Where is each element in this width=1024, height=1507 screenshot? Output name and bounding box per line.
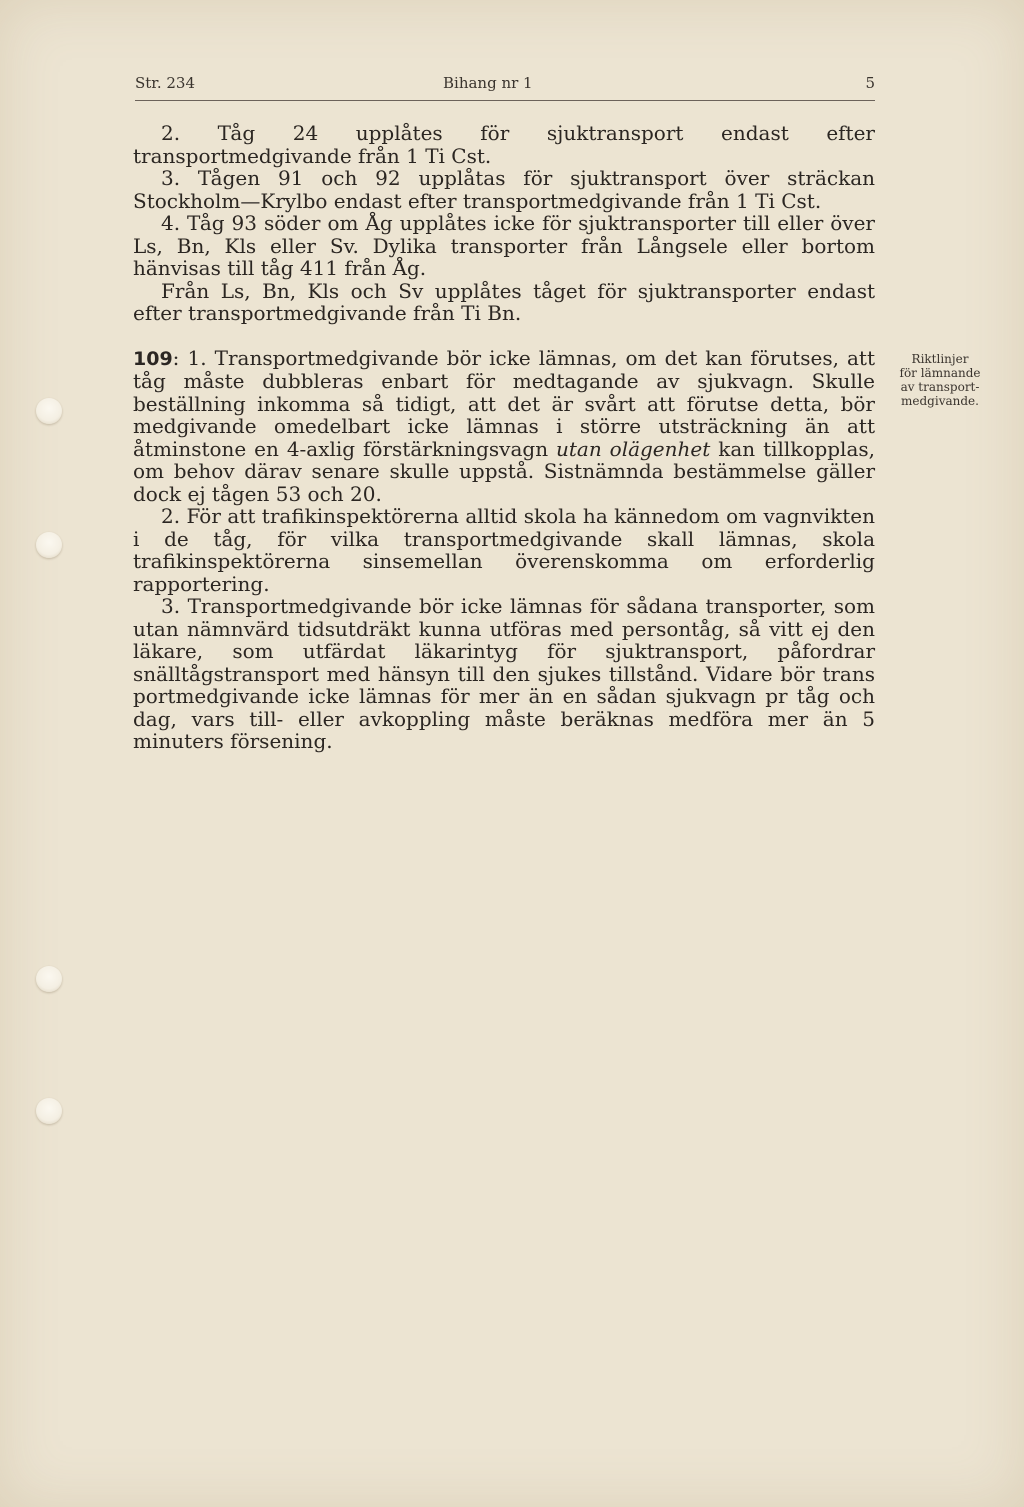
section-item-1-text-b: kan tillkopplas, om behov därav senare skulle uppstå. Sistnämnda bestämmelse gäller dock ej tågen 53 och 20. [133,436,876,506]
punch-hole [36,1098,62,1124]
punch-hole [36,398,62,424]
punch-hole [36,532,62,558]
paragraph-from-ls: Från Ls, Bn, Kls och Sv upplåtes tåget för sjuktransporter endast efter transportmedgivande från Ti Bn. [133,278,875,325]
margin-note [885,352,995,408]
paragraph-tag-91-92: 3. Tågen 91 och 92 upplåtas för sjuktransport över sträckan Stockholm—Krylbo endast efter transportmedgivande från 1 Ti Cst. [133,166,875,213]
margin-note-line: medgivande. [901,394,979,408]
section-109-item-1: 109: 1. Transportmedgivande bör icke lämnas, om det kan förutses, att tåg måste dubbleras enbart för medtagande av sjukvagn. Skulle beställning inkomma så tidigt, att det är svårt att förutse detta, bör medgivande omedelbart icke lämnas i större utsträckning än att åtminstone en 4-axlig förstärkningsvagn utan olägenhet kan tillkopplas, om behov därav senare skulle uppstå. Sistnämnda bestämmelse gäller dock ej tågen 53 och 20. [133,345,876,506]
paragraph-tag-24: 2. Tåg 24 upplåtes för sjuktransport endast efter transportmedgivande från 1 Ti Cst. [133,121,875,168]
margin-note-line: av transport- [900,380,980,394]
header-divider [135,100,875,101]
paragraph-tag-93: 4. Tåg 93 söder om Åg upplåtes icke för sjuktransporter till eller över Ls, Bn, Kls eller Sv. Dylika transporter från Långsele eller bortom hänvisas till tåg 411 från Åg. [133,211,875,280]
margin-note-line: Riktlinjer [911,352,969,366]
header-title: Bihang nr 1 [443,74,533,92]
page-number: 5 [865,74,875,92]
section-number: 109 [133,347,173,370]
punch-hole [36,966,62,992]
section-109-item-2: 2. För att trafikinspektörerna alltid skola ha kännedom om vagnvikten i de tåg, för vilka transportmedgivande skall lämnas, skola trafikinspektörerna sinsemellan överenskomma om erforderlig rapportering. [133,504,875,596]
margin-note-line: för lämnande [899,366,981,380]
section-item-1-emphasis: utan olägenhet [556,436,711,461]
page-reference: Str. 234 [135,74,195,92]
document-body [133,122,875,753]
section-item-1-text-a: 1. Transportmedgivande bör icke lämnas, om det kan förutses, att tåg måste dubbleras enbart för medtagande av sjukvagn. Skulle beställning inkomma så tidigt, att det är svårt att förutse detta, bör medgivande omedelbart icke lämnas i större utsträckning än att åtminstone en 4-axlig förstärkningsvagn [133,345,875,461]
page-header [135,74,875,98]
section-109-item-3: 3. Transportmedgivande bör icke lämnas för sådana transporter, som utan nämnvärd tidsutdräkt kunna utföras med persontåg, så vitt ej den läkare, som utfärdat läkarintyg för sjuktransport, påfordrar snälltågstransport med hänsyn till den sjukes tillstånd. Vidare bör trans portmedgivande icke lämnas för mer än en sådan sjukvagn pr tåg och dag, vars till- eller avkoppling måste beräknas medföra mer än 5 minuters försening. [133,594,875,753]
